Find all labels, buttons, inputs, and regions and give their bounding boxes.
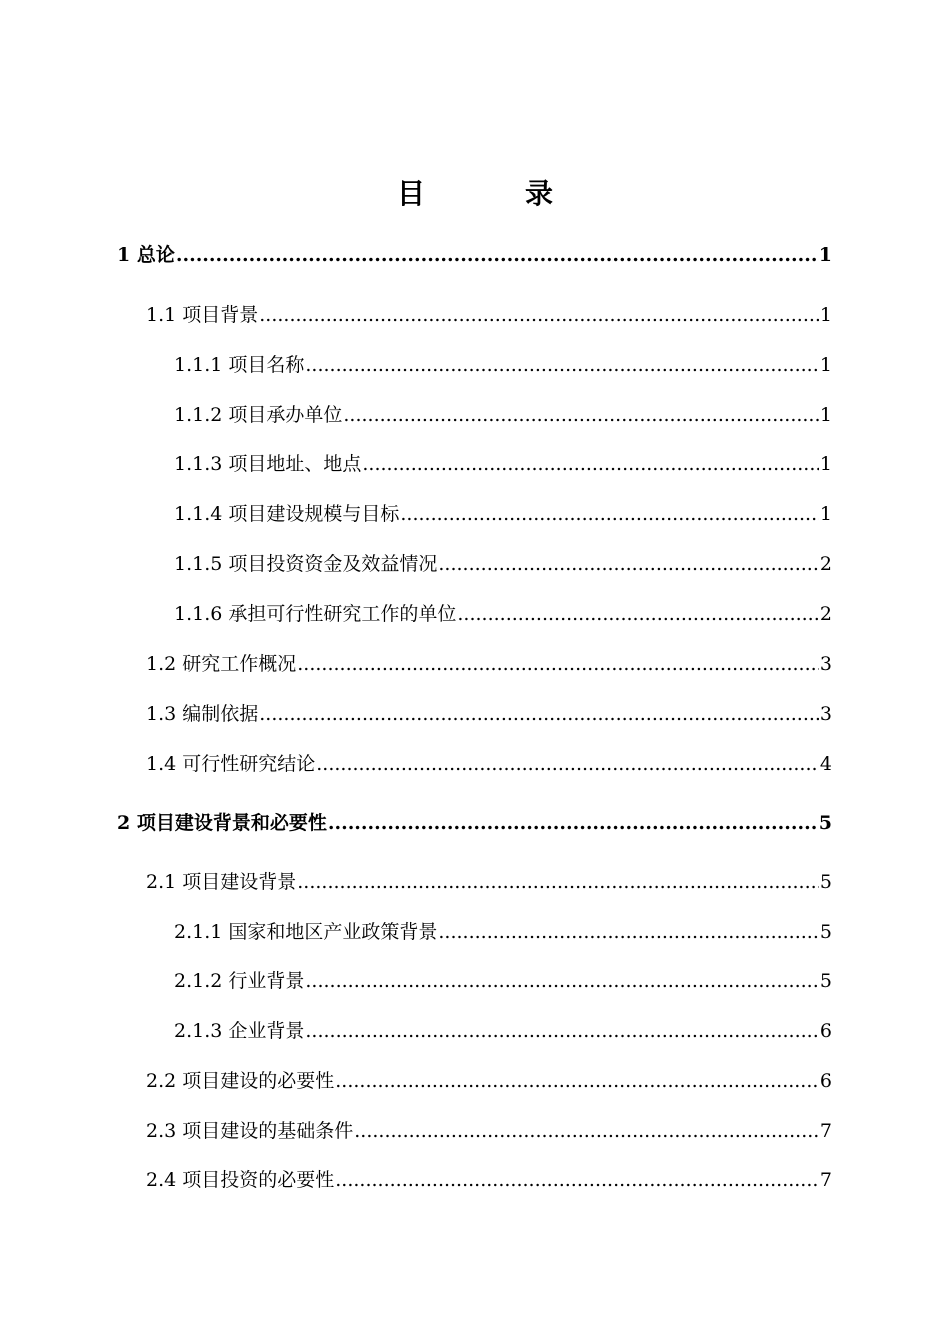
toc-entry[interactable] [174,967,832,995]
toc-entry-label: 1.1.5 项目投资资金及效益情况 [174,553,438,575]
toc-entry[interactable] [146,750,832,778]
toc-entry-page: 5 [819,970,832,992]
toc-entry[interactable] [174,450,832,478]
toc-entry-page: 7 [819,1169,832,1191]
toc-entry-label: 1.1 项目背景 [146,304,259,326]
toc-entry-label: 2.3 项目建设的基础条件 [146,1120,354,1142]
toc-entry[interactable] [146,1117,832,1145]
toc-entry-label: 1.1.4 项目建设规模与目标 [174,503,400,525]
toc-entry-label: 2.1.3 企业背景 [174,1020,305,1042]
dot-leader [259,700,819,728]
toc-entry-page: 1 [819,304,832,326]
toc-entry-page: 1 [819,453,832,475]
dot-leader [316,750,819,778]
toc-entry-page: 1 [819,404,832,426]
toc-entry-label: 1.3 编制依据 [146,703,259,725]
toc-entry-label: 1 总论 [117,244,175,266]
dot-leader [305,1017,819,1045]
toc-entry[interactable] [146,301,832,329]
toc-entry-page: 2 [819,553,832,575]
dot-leader [297,650,819,678]
toc-entry-page: 6 [819,1070,832,1092]
toc-entry-label: 1.1.3 项目地址、地点 [174,453,362,475]
dot-leader [438,918,819,946]
dot-leader [176,241,818,269]
toc-entry[interactable] [174,600,832,628]
dot-leader [343,401,819,429]
toc-entry[interactable] [146,868,832,896]
toc-entry-label: 1.2 研究工作概况 [146,653,297,675]
toc-entry-label: 1.1.2 项目承办单位 [174,404,343,426]
toc-entry-label: 2 项目建设背景和必要性 [117,812,327,834]
toc-entry-page: 1 [819,354,832,376]
toc-entry-page: 1 [818,244,832,266]
toc-entry[interactable] [146,700,832,728]
toc-entry-page: 3 [819,653,832,675]
toc-entry-label: 2.1.1 国家和地区产业政策背景 [174,921,438,943]
toc-entry[interactable] [174,918,832,946]
dot-leader [457,600,819,628]
dot-leader [305,967,819,995]
toc-entry[interactable] [146,1166,832,1194]
toc-entry-label: 2.2 项目建设的必要性 [146,1070,335,1092]
toc-entry-page: 2 [819,603,832,625]
toc-entry-label: 2.4 项目投资的必要性 [146,1169,335,1191]
toc-entry[interactable] [117,809,832,837]
toc-title: 目 录 [396,177,589,210]
toc-entry-page: 5 [819,871,832,893]
dot-leader [335,1067,819,1095]
toc-entry[interactable] [117,241,832,269]
toc-entry-label: 1.1.6 承担可行性研究工作的单位 [174,603,457,625]
toc-entry[interactable] [174,1017,832,1045]
toc-entry[interactable] [174,550,832,578]
toc-entry-page: 7 [819,1120,832,1142]
toc-entry-label: 1.4 可行性研究结论 [146,753,316,775]
dot-leader [305,351,819,379]
dot-leader [328,809,818,837]
toc-entry-page: 5 [819,921,832,943]
toc-entry-page: 1 [819,503,832,525]
toc-entry-label: 2.1.2 行业背景 [174,970,305,992]
toc-entry-page: 4 [819,753,832,775]
dot-leader [438,550,819,578]
toc-entry-label: 1.1.1 项目名称 [174,354,305,376]
dot-leader [259,301,819,329]
toc-entry[interactable] [174,351,832,379]
dot-leader [335,1166,819,1194]
toc-entry[interactable] [146,1067,832,1095]
toc-entry[interactable] [174,500,832,528]
toc-entry-page: 6 [819,1020,832,1042]
toc-entry-label: 2.1 项目建设背景 [146,871,297,893]
toc-entry[interactable] [174,401,832,429]
toc-entry-page: 3 [819,703,832,725]
dot-leader [400,500,819,528]
dot-leader [297,868,819,896]
toc-entry-page: 5 [818,812,832,834]
toc-entry[interactable] [146,650,832,678]
dot-leader [362,450,819,478]
dot-leader [354,1117,819,1145]
